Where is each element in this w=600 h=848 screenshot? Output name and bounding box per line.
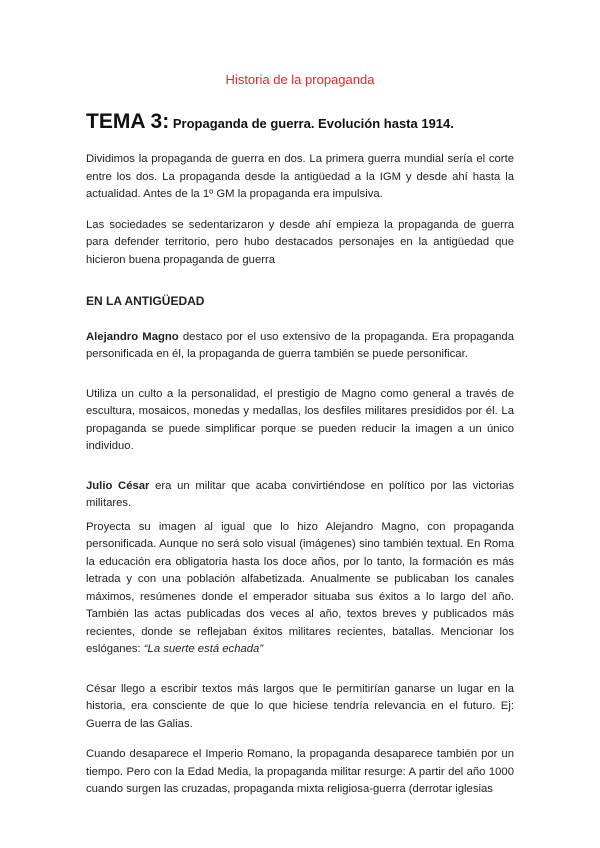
alejandro-text: destaco por el uso extensivo de la propaganda. Era propaganda personificada en él, la propaganda de guerra también se puede personificar. <box>86 330 515 360</box>
title-prefix: TEMA 3: <box>86 110 170 133</box>
proyecta-text: Proyecta su imagen al igual que lo hizo Alejandro Magno, con propaganda personificada. Aunque no será solo visual (imágenes) sino también textual. En Roma la educación era obligatoria hasta los doce años, por lo tanto, la formación es más letrada y con una población alfabetizada. Anualmente se publicaban los canales máximos, resúmenes donde el emperador situaba sus éxitos a lo largo del año. También las actas publicadas dos veces al año, textos breves y publicados más recientes, donde se reflejaban éxitos militares recientes, batallas. Mencionar los eslóganes: <box>86 520 514 655</box>
page-title <box>86 110 514 134</box>
paragraph-culto: Utiliza un culto a la personalidad, el prestigio de Magno como general a través de escultura, mosaicos, monedas y medallas, los desfiles militares presididos por él. La propaganda se puede simplificar porque se pueden reducir la imagen a un único individuo. <box>86 387 514 452</box>
julio-name: Julio César <box>86 479 150 492</box>
title-text: Propaganda de guerra. Evolución hasta 1914. <box>169 116 454 131</box>
paragraph-alejandro <box>86 329 514 364</box>
paragraph-sedentarization: Las sociedades se sedentarizaron y desde ahí empieza la propaganda de guerra para defender territorio, pero hubo destacados personajes en la antigüedad que hicieron buena propaganda de guerra <box>86 218 514 266</box>
paragraph-proyecta <box>86 519 514 659</box>
paragraph-julio <box>86 478 514 513</box>
page-header: Historia de la propaganda <box>225 72 375 87</box>
section-heading: EN LA ANTIGÜEDAD <box>86 294 205 308</box>
document-body <box>86 151 514 812</box>
paragraph-imperio: Cuando desaparece el Imperio Romano, la propaganda desaparece también por un tiempo. Pero con la Edad Media, la propaganda militar resurge: A partir del año 1000 cuando surgen las cruzadas, propaganda mixta religiosa-guerra (derrotar iglesias <box>86 748 514 795</box>
alejandro-name: Alejandro Magno <box>86 330 179 343</box>
paragraph-cesar: César llego a escribir textos más largos que le permitirían ganarse un lugar en la historia, era consciente de que lo que hiciese tendría relevancia en el futuro. Ej: Guerra de las Galias. <box>86 682 514 730</box>
paragraph-intro: Dividimos la propaganda de guerra en dos. La primera guerra mundial sería el corte entre los dos. La propaganda desde la antigüedad a la IGM y desde ahí hasta la actualidad. Antes de la 1º GM la propaganda era impulsiva. <box>86 153 514 200</box>
slogan-quote: “La suerte está echada” <box>143 643 264 655</box>
julio-text: era un militar que acaba convirtiéndose en político por las victorias militares. <box>86 479 514 509</box>
